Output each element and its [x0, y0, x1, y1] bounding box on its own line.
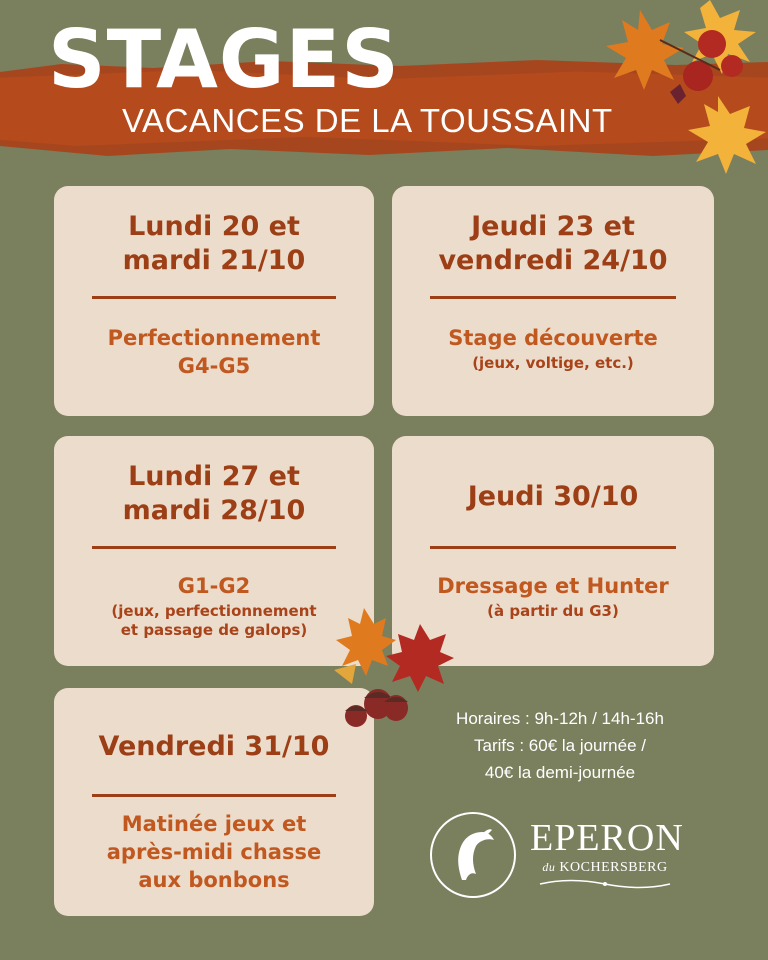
prices-line2: 40€ la demi-journée	[484, 763, 636, 782]
logo-sub-prefix: du	[542, 860, 556, 874]
card-body-line1: Matinée jeux et	[121, 812, 307, 836]
divider	[92, 296, 336, 299]
divider	[430, 546, 676, 549]
hours-text: Horaires : 9h-12h / 14h-16h	[456, 709, 664, 728]
flourish-icon	[530, 877, 680, 891]
info-block	[410, 705, 710, 786]
stage-card-2	[392, 186, 714, 416]
page-subtitle: VACANCES DE LA TOUSSAINT	[122, 102, 613, 139]
card-date-line2: vendredi 24/10	[438, 245, 668, 276]
logo-name: EPERON	[530, 817, 684, 859]
card-date-line1: Jeudi 30/10	[467, 481, 639, 512]
horse-head-icon	[432, 814, 514, 896]
divider	[430, 296, 676, 299]
logo-sub-name: KOCHERSBERG	[559, 860, 668, 875]
card-date-line1: Jeudi 23 et	[471, 211, 635, 242]
page-title: STAGES	[48, 13, 400, 106]
card-body-line1: G1-G2	[177, 574, 251, 598]
card-note-line1: (jeux, perfectionnement	[111, 602, 317, 620]
divider	[92, 794, 336, 797]
logo-wordmark	[530, 817, 684, 896]
card-body-line1: Dressage et Hunter	[437, 574, 669, 598]
card-date-line1: Vendredi 31/10	[98, 731, 330, 762]
card-note-line2: et passage de galops)	[120, 621, 308, 639]
card-body-line1: Stage découverte	[448, 326, 658, 350]
card-date-line1: Lundi 20 et	[128, 211, 300, 242]
card-note: (à partir du G3)	[487, 602, 619, 620]
logo-badge	[430, 812, 516, 898]
card-body-line3: aux bonbons	[138, 868, 290, 892]
card-date-line1: Lundi 27 et	[128, 461, 300, 492]
prices-line1: Tarifs : 60€ la journée /	[474, 736, 646, 755]
card-note: (jeux, voltige, etc.)	[472, 354, 634, 372]
autumn-leaves-icon	[600, 0, 768, 180]
card-date-line2: mardi 28/10	[122, 495, 306, 526]
divider	[92, 546, 336, 549]
card-body-line2: après-midi chasse	[106, 840, 322, 864]
stage-card-1	[54, 186, 374, 416]
card-body-line1: Perfectionnement	[107, 326, 321, 350]
card-body-line2: G4-G5	[177, 354, 251, 378]
card-date-line2: mardi 21/10	[122, 245, 306, 276]
